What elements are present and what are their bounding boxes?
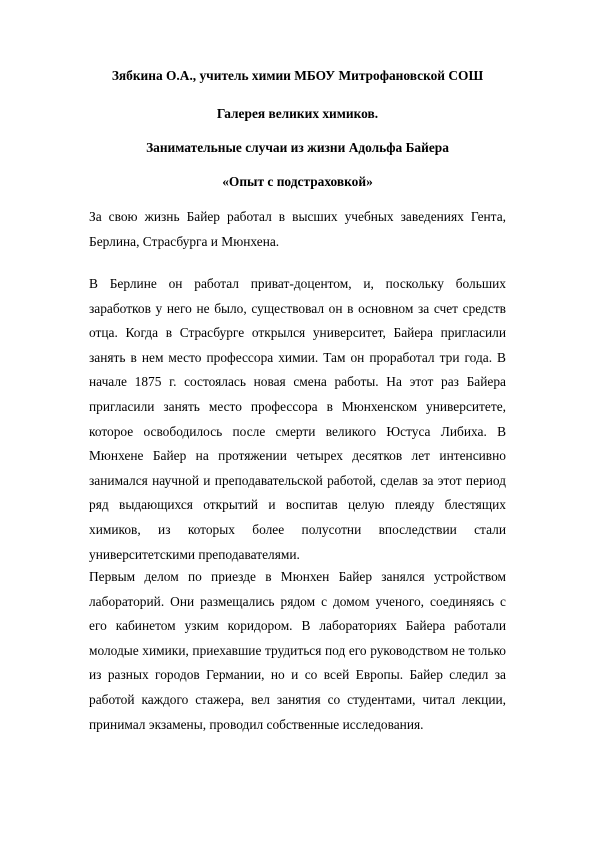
series-title: Галерея великих химиков. <box>216 106 379 121</box>
paragraph-3: Первым делом по приезде в Мюнхен Байер занялся устройством лабораторий. Они размещались рядом с домом ученого, соединяясь с его кабинетом узким коридором. В лабораториях Байера работали молодые химики, приехавшие трудиться под его руководством не только из разных городов Германии, но и со всей Европы. Байер следил за работой каждого стажера, вел занятия со студентами, читал лекции, принимал экзамены, проводил собственные исследования. <box>89 569 506 732</box>
subtitle: Занимательные случаи из жизни Адольфа Байера <box>146 140 449 155</box>
story-title: «Опыт с подстраховкой» <box>222 174 373 189</box>
paragraph-1: За свою жизнь Байер работал в высших учебных заведениях Гента, Берлина, Страсбурга и Мюнхена. <box>89 209 506 249</box>
paragraph-2: В Берлине он работал приват-доцентом, и, поскольку больших заработков у него не было, существовал он в основном за счет средств отца. Когда в Страсбурге открылся университет, Байера пригласили занять в нем место профессора химии. Там он проработал три года. В начале 1875 г. состоялась новая смена работы. На этот раз Байера пригласили занять место профессора в Мюнхенском университете, которое освободилось после смерти великого Юстуса Либиха. В Мюнхене Байер на протяжении четырех десятков лет интенсивно занимался научной и преподавательской работой, сделав за этот период ряд выдающихся открытий и воспитав целую плеяду блестящих химиков, из которых более полусотни впоследствии стали университетскими преподавателями. <box>89 276 506 562</box>
author-line: Зябкина О.А., учитель химии МБОУ Митрофановской СОШ <box>111 68 484 83</box>
